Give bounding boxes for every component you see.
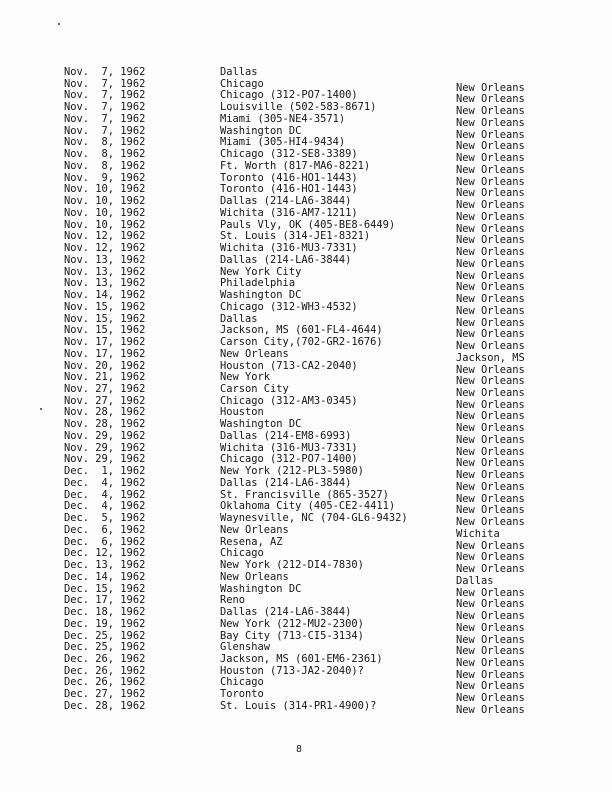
call-destination: New Orleans [456, 293, 525, 305]
page-number: 8 [296, 744, 303, 755]
call-date: Nov. 13, 1962 [64, 266, 146, 278]
call-date: Dec. 26, 1962 [64, 665, 146, 677]
table-row [0, 700, 612, 716]
call-date: Nov. 28, 1962 [64, 418, 146, 430]
call-destination: New Orleans [456, 469, 525, 481]
call-location: Glenshaw [220, 641, 271, 653]
call-destination: New Orleans [456, 223, 525, 235]
table-row [0, 195, 612, 211]
table-row [0, 336, 612, 352]
table-row [0, 277, 612, 293]
table-row [0, 183, 612, 199]
call-location: Houston [220, 406, 264, 418]
call-date: Nov. 7, 1962 [64, 78, 146, 90]
call-date: Dec. 26, 1962 [64, 676, 146, 688]
call-destination: New Orleans [456, 305, 525, 317]
call-date: Dec. 13, 1962 [64, 559, 146, 571]
table-row [0, 406, 612, 422]
call-destination: New Orleans [456, 317, 525, 329]
table-row [0, 66, 612, 78]
table-row [0, 641, 612, 657]
call-location: Louisville (502-583-8671) [220, 101, 377, 113]
call-date: Dec. 27, 1962 [64, 688, 146, 700]
call-destination: New Orleans [456, 551, 525, 563]
call-location: New York (212-PL3-5980) [220, 465, 364, 477]
call-destination: New Orleans [456, 129, 525, 141]
call-destination: New Orleans [456, 692, 525, 704]
call-location: Chicago (312-WH3-4532) [220, 301, 358, 313]
call-destination: New Orleans [456, 187, 525, 199]
call-location: Houston (713-JA2-2040)? [220, 665, 364, 677]
table-row [0, 89, 612, 105]
call-location: Wichita (316-MU3-7331) [220, 242, 358, 254]
table-row [0, 348, 612, 364]
call-date: Nov. 29, 1962 [64, 430, 146, 442]
call-destination: New Orleans [456, 657, 525, 669]
call-location: Pauls Vly, OK (405-BE8-6449) [220, 219, 396, 231]
call-destination: Jackson, MS [456, 352, 525, 364]
call-date: Dec. 17, 1962 [64, 594, 146, 606]
call-location: New Orleans [220, 571, 289, 583]
table-row [0, 230, 612, 246]
call-destination: New Orleans [456, 117, 525, 129]
table-row [0, 324, 612, 340]
call-destination: New Orleans [456, 340, 525, 352]
call-date: Nov. 7, 1962 [64, 125, 146, 137]
call-date: Nov. 7, 1962 [64, 113, 146, 125]
call-destination: New Orleans [456, 375, 525, 387]
call-location: Washington DC [220, 125, 302, 137]
call-destination: New Orleans [456, 598, 525, 610]
call-destination: New Orleans [456, 410, 525, 422]
table-row [0, 653, 612, 669]
table-row [0, 676, 612, 692]
call-location: New York City [220, 266, 302, 278]
table-row [0, 113, 612, 129]
call-date: Dec. 19, 1962 [64, 618, 146, 630]
call-location: New Orleans [220, 524, 289, 536]
call-location: Resena, AZ [220, 536, 283, 548]
call-date: Nov. 10, 1962 [64, 195, 146, 207]
call-date: Dec. 6, 1962 [64, 524, 146, 536]
call-destination: New Orleans [456, 446, 525, 458]
call-date: Dec. 5, 1962 [64, 512, 146, 524]
table-row [0, 688, 612, 704]
call-destination: New Orleans [456, 563, 525, 575]
call-location: Bay City (713-CI5-3134) [220, 630, 364, 642]
table-row [0, 242, 612, 258]
call-destination: New Orleans [456, 504, 525, 516]
call-date: Dec. 6, 1962 [64, 536, 146, 548]
call-location: St. Louis (314-JE1-8321) [220, 230, 371, 242]
call-location: Dallas [220, 66, 258, 78]
table-row [0, 383, 612, 399]
call-destination: New Orleans [456, 493, 525, 505]
call-destination: New Orleans [456, 164, 525, 176]
call-date: Nov. 7, 1962 [64, 101, 146, 113]
call-destination: New Orleans [456, 152, 525, 164]
call-destination: New Orleans [456, 610, 525, 622]
table-row [0, 477, 612, 493]
call-location: Philadelphia [220, 277, 296, 289]
call-location: St. Francisville (865-3527) [220, 489, 389, 501]
call-destination: Wichita [456, 528, 500, 540]
table-row [0, 524, 612, 540]
call-date: Nov. 28, 1962 [64, 406, 146, 418]
call-location: Miami (305-HI4-9434) [220, 136, 346, 148]
call-destination: New Orleans [456, 246, 525, 258]
table-row [0, 254, 612, 270]
call-location: New York [220, 371, 271, 383]
table-row [0, 594, 612, 610]
call-destination: New Orleans [456, 364, 525, 376]
table-row [0, 207, 612, 223]
table-row [0, 465, 612, 481]
call-date: Dec. 18, 1962 [64, 606, 146, 618]
call-date: Nov. 10, 1962 [64, 183, 146, 195]
call-date: Nov. 27, 1962 [64, 383, 146, 395]
call-date: Dec. 1, 1962 [64, 465, 146, 477]
table-row [0, 289, 612, 305]
call-date: Nov. 8, 1962 [64, 136, 146, 148]
table-row [0, 136, 612, 152]
call-location: St. Louis (314-PR1-4900)? [220, 700, 377, 712]
call-destination: New Orleans [456, 199, 525, 211]
call-location: Washington DC [220, 583, 302, 595]
call-location: Toronto [220, 688, 264, 700]
call-destination: New Orleans [456, 93, 525, 105]
call-location: Jackson, MS (601-EM6-2361) [220, 653, 383, 665]
call-location: Ft. Worth (817-MA6-8221) [220, 160, 371, 172]
call-destination: New Orleans [456, 176, 525, 188]
call-date: Nov. 10, 1962 [64, 207, 146, 219]
call-destination: New Orleans [456, 422, 525, 434]
call-destination: New Orleans [456, 516, 525, 528]
call-destination: New Orleans [456, 211, 525, 223]
call-destination: New Orleans [456, 82, 525, 94]
table-row [0, 606, 612, 622]
call-location: Jackson, MS (601-FL4-4644) [220, 324, 383, 336]
call-destination: Dallas [456, 575, 494, 587]
table-row [0, 500, 612, 516]
call-date: Nov. 8, 1962 [64, 148, 146, 160]
call-location: Dallas (214-LA6-3844) [220, 606, 352, 618]
call-location: Carson City [220, 383, 289, 395]
table-row [0, 301, 612, 317]
call-date: Nov. 15, 1962 [64, 313, 146, 325]
call-date: Nov. 29, 1962 [64, 453, 146, 465]
table-row [0, 430, 612, 446]
call-location: Dallas [220, 313, 258, 325]
call-location: Chicago [220, 676, 264, 688]
call-date: Nov. 13, 1962 [64, 277, 146, 289]
call-location: Miami (305-NE4-3571) [220, 113, 346, 125]
call-destination: New Orleans [456, 270, 525, 282]
call-date: Nov. 7, 1962 [64, 89, 146, 101]
call-date: Dec. 28, 1962 [64, 700, 146, 712]
call-date: Nov. 13, 1962 [64, 254, 146, 266]
call-location: Chicago (312-SE8-3389) [220, 148, 358, 160]
call-location: Houston (713-CA2-2040) [220, 360, 358, 372]
call-location: Chicago [220, 78, 264, 90]
call-destination: New Orleans [456, 645, 525, 657]
call-date: Dec. 15, 1962 [64, 583, 146, 595]
call-destination: New Orleans [456, 622, 525, 634]
call-destination: New Orleans [456, 457, 525, 469]
call-location: Wichita (316-MU3-7331) [220, 442, 358, 454]
call-date: Nov. 7, 1962 [64, 66, 146, 78]
call-location: New York (212-MU2-2300) [220, 618, 364, 630]
call-location: Dallas (214-EM8-6993) [220, 430, 352, 442]
call-destination: New Orleans [456, 434, 525, 446]
call-destination: New Orleans [456, 140, 525, 152]
call-destination: New Orleans [456, 587, 525, 599]
call-location: Toronto (416-HO1-1443) [220, 172, 358, 184]
table-row [0, 101, 612, 117]
call-location: Toronto (416-HO1-1443) [220, 183, 358, 195]
call-location: Chicago (312-AM3-0345) [220, 395, 358, 407]
call-destination: New Orleans [456, 634, 525, 646]
call-date: Dec. 4, 1962 [64, 477, 146, 489]
call-location: Waynesville, NC (704-GL6-9432) [220, 512, 408, 524]
call-date: Dec. 4, 1962 [64, 500, 146, 512]
call-location: Oklahoma City (405-CE2-4411) [220, 500, 396, 512]
table-row [0, 512, 612, 528]
call-date: Nov. 27, 1962 [64, 395, 146, 407]
call-destination: New Orleans [456, 399, 525, 411]
call-date: Dec. 26, 1962 [64, 653, 146, 665]
call-date: Nov. 15, 1962 [64, 324, 146, 336]
call-location: Chicago [220, 547, 264, 559]
call-location: Chicago (312-PO7-1400) [220, 89, 358, 101]
call-destination: New Orleans [456, 234, 525, 246]
call-date: Dec. 14, 1962 [64, 571, 146, 583]
call-date: Nov. 20, 1962 [64, 360, 146, 372]
call-date: Nov. 12, 1962 [64, 242, 146, 254]
table-row [0, 547, 612, 563]
scan-speck [58, 23, 60, 25]
call-date: Dec. 25, 1962 [64, 641, 146, 653]
call-location: Dallas (214-LA6-3844) [220, 195, 352, 207]
call-destination: New Orleans [456, 704, 525, 716]
call-location: Chicago (312-PO7-1400) [220, 453, 358, 465]
call-date: Nov. 21, 1962 [64, 371, 146, 383]
call-date: Nov. 10, 1962 [64, 219, 146, 231]
table-row [0, 418, 612, 434]
call-destination: New Orleans [456, 105, 525, 117]
call-destination: New Orleans [456, 481, 525, 493]
call-destination: New Orleans [456, 328, 525, 340]
table-row [0, 559, 612, 575]
call-location: Carson City,(702-GR2-1676) [220, 336, 383, 348]
call-location: Dallas (214-LA6-3844) [220, 477, 352, 489]
table-row [0, 148, 612, 164]
call-destination: New Orleans [456, 387, 525, 399]
table-row [0, 453, 612, 469]
call-location: New York (212-DI4-7830) [220, 559, 364, 571]
call-date: Dec. 4, 1962 [64, 489, 146, 501]
call-location: Washington DC [220, 418, 302, 430]
call-date: Nov. 15, 1962 [64, 301, 146, 313]
call-destination: New Orleans [456, 680, 525, 692]
call-date: Nov. 14, 1962 [64, 289, 146, 301]
call-date: Dec. 25, 1962 [64, 630, 146, 642]
call-date: Nov. 17, 1962 [64, 348, 146, 360]
call-destination: New Orleans [456, 669, 525, 681]
call-destination: New Orleans [456, 281, 525, 293]
call-date: Nov. 9, 1962 [64, 172, 146, 184]
call-destination: New Orleans [456, 540, 525, 552]
call-date: Nov. 8, 1962 [64, 160, 146, 172]
call-date: Nov. 29, 1962 [64, 442, 146, 454]
call-location: Washington DC [220, 289, 302, 301]
call-date: Nov. 17, 1962 [64, 336, 146, 348]
call-location: Dallas (214-LA6-3844) [220, 254, 352, 266]
call-location: Reno [220, 594, 246, 606]
call-destination: New Orleans [456, 258, 525, 270]
table-row [0, 618, 612, 634]
call-location: Wichita (316-AM7-1211) [220, 207, 358, 219]
table-row [0, 571, 612, 587]
call-date: Dec. 12, 1962 [64, 547, 146, 559]
table-row [0, 371, 612, 387]
call-location: New Orleans [220, 348, 289, 360]
call-date: Nov. 12, 1962 [64, 230, 146, 242]
table-row [0, 160, 612, 176]
